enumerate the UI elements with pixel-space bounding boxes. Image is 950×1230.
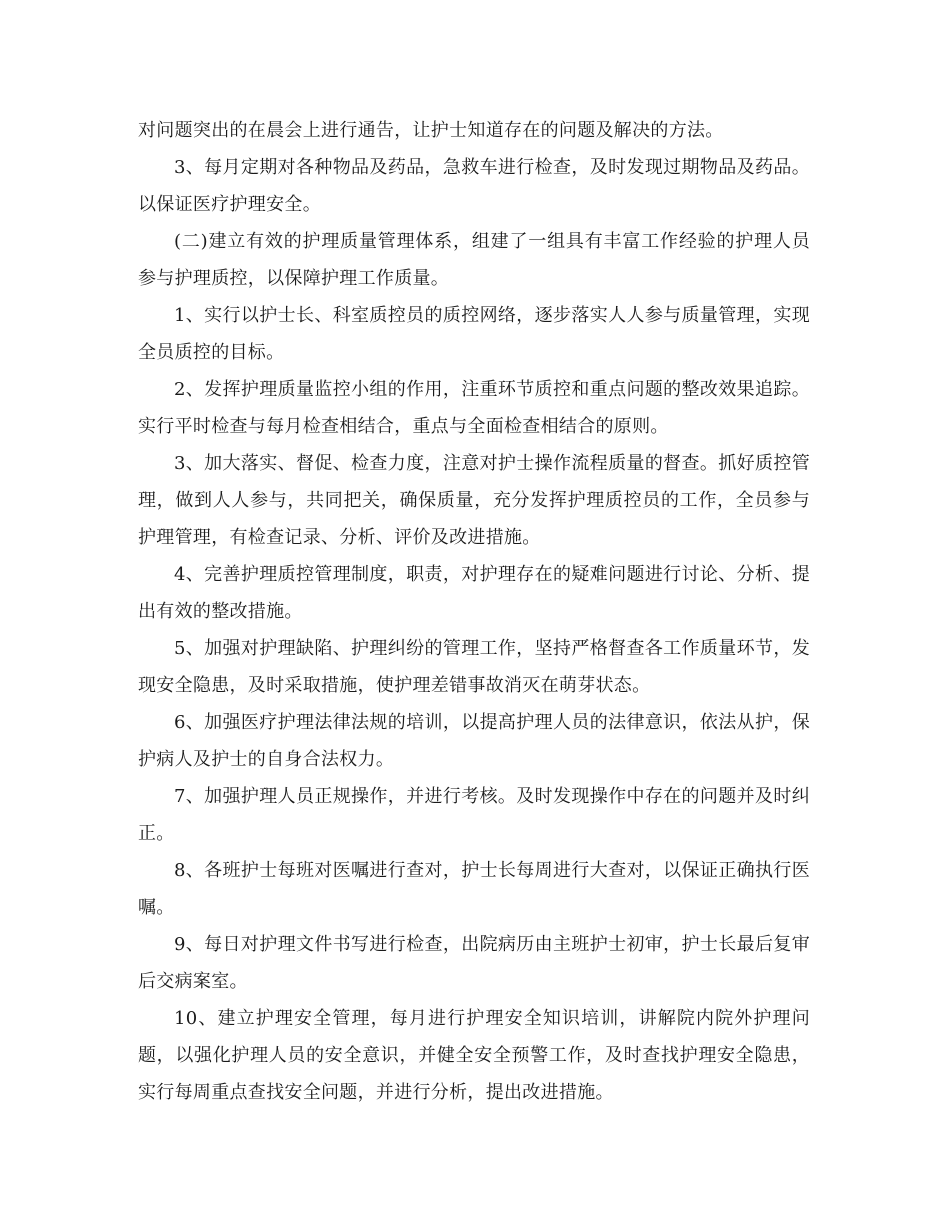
paragraph-item-3: 3、加大落实、督促、检查力度，注意对护士操作流程质量的督查。抓好质控管理，做到人人参与，共同把关，确保质量，充分发挥护理质控员的工作，全员参与护理管理，有检查记录、分析、评价及改进措施。 bbox=[138, 453, 810, 548]
paragraph-item-7: 7、加强护理人员正规操作，并进行考核。及时发现操作中存在的问题并及时纠正。 bbox=[138, 786, 810, 844]
paragraph-item-5: 5、加强对护理缺陷、护理纠纷的管理工作，坚持严格督查各工作质量环节，发现安全隐患，及时采取措施，使护理差错事故消灭在萌芽状态。 bbox=[138, 638, 810, 696]
paragraph-item-1: 1、实行以护士长、科室质控员的质控网络，逐步落实人人参与质量管理，实现全员质控的目标。 bbox=[138, 305, 810, 363]
paragraph-item-2: 2、发挥护理质量监控小组的作用，注重环节质控和重点问题的整改效果追踪。实行平时检查与每月检查相结合，重点与全面检查相结合的原则。 bbox=[138, 379, 810, 437]
paragraph-item-9: 9、每日对护理文件书写进行检查，出院病历由主班护士初审，护士长最后复审后交病案室。 bbox=[138, 934, 810, 992]
document-body bbox=[138, 112, 810, 1111]
paragraph-item-4: 4、完善护理质控管理制度，职责，对护理存在的疑难问题进行讨论、分析、提出有效的整改措施。 bbox=[138, 564, 810, 622]
paragraph-section-2-heading: (二)建立有效的护理质量管理体系，组建了一组具有丰富工作经验的护理人员参与护理质控，以保障护理工作质量。 bbox=[138, 231, 810, 289]
paragraph-item-10: 10、建立护理安全管理，每月进行护理安全知识培训，讲解院内院外护理问题，以强化护理人员的安全意识，并健全安全预警工作，及时查找护理安全隐患，实行每周重点查找安全问题，并进行分析，提出改进措施。 bbox=[138, 1008, 810, 1103]
paragraph-item-6: 6、加强医疗护理法律法规的培训，以提高护理人员的法律意识，依法从护，保护病人及护士的自身合法权力。 bbox=[138, 712, 810, 770]
paragraph-continuation: 对问题突出的在晨会上进行通告，让护士知道存在的问题及解决的方法。 bbox=[138, 120, 724, 141]
paragraph-item-8: 8、各班护士每班对医嘱进行查对，护士长每周进行大查对，以保证正确执行医嘱。 bbox=[138, 860, 810, 918]
paragraph-item-3-supplies-check: 3、每月定期对各种物品及药品，急救车进行检查，及时发现过期物品及药品。以保证医疗护理安全。 bbox=[138, 157, 810, 215]
